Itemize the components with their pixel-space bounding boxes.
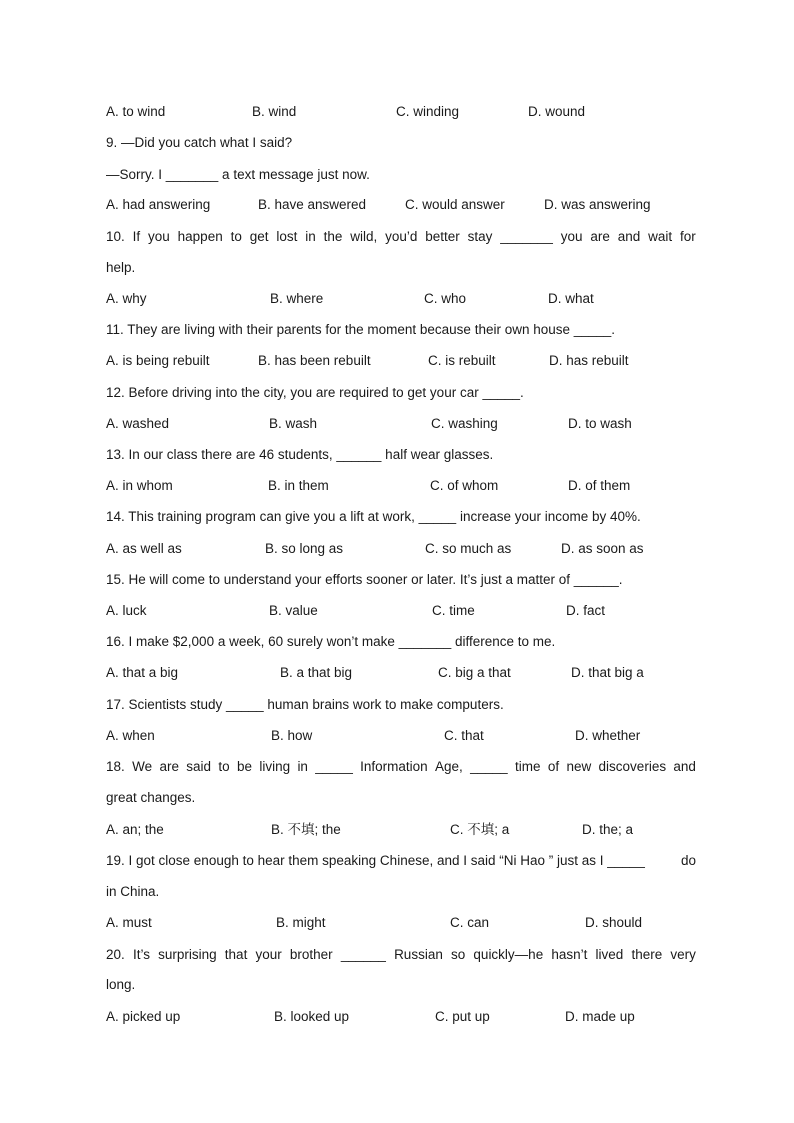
q12-option-b: B. wash	[269, 416, 318, 431]
q18-stem	[106, 758, 696, 776]
q19-option-a: A. must	[106, 915, 152, 930]
q10-word: and	[617, 229, 641, 244]
q11-option-d: D. has rebuilt	[549, 353, 629, 368]
q8-options	[106, 103, 696, 121]
q18-word: of	[547, 759, 560, 774]
q10-word: 10.	[106, 229, 125, 244]
q15-options	[106, 602, 696, 620]
q10-word: in	[305, 229, 316, 244]
q18-blank: _____	[315, 759, 353, 774]
q10-word: wait	[648, 229, 673, 244]
q9-option-c: C. would answer	[405, 197, 505, 212]
q18-word: new	[566, 759, 592, 774]
q8-option-b: B. wind	[252, 104, 297, 119]
q18-blank: _____	[470, 759, 508, 774]
q10-options	[106, 290, 696, 308]
q9-option-a: A. had answering	[106, 197, 211, 212]
q20-stem-cont: long.	[106, 977, 136, 992]
q20-blank: ______	[340, 947, 386, 962]
q12-option-a: A. washed	[106, 416, 170, 431]
q19-option-b: B. might	[276, 915, 326, 930]
q12-stem: 12. Before driving into the city, you are required to get your car _____.	[106, 385, 524, 400]
q19-option-d: D. should	[585, 915, 643, 930]
q20-option-b: B. looked up	[274, 1009, 350, 1024]
q11-option-c: C. is rebuilt	[428, 353, 496, 368]
q10-word: happen	[177, 229, 223, 244]
q10-word: you	[560, 229, 583, 244]
q16-options	[106, 664, 696, 682]
q16-stem: 16. I make $2,000 a week, 60 surely won’t make _______ difference to me.	[106, 634, 556, 649]
q20-options	[106, 1008, 696, 1026]
q15-option-b: B. value	[269, 603, 318, 618]
q17-option-a: A. when	[106, 728, 155, 743]
q10-word: for	[679, 229, 696, 244]
q20-word: so	[451, 947, 466, 962]
q20-option-a: A. picked up	[106, 1009, 181, 1024]
q10-word: you	[148, 229, 170, 244]
q10-option-c: C. who	[424, 291, 467, 306]
q18-word: Age,	[435, 759, 463, 774]
q9-stem-a: 9. —Did you catch what I said?	[106, 135, 293, 150]
q20-word: lived	[595, 947, 624, 962]
q15-option-a: A. luck	[106, 603, 147, 618]
q13-option-b: B. in them	[268, 478, 329, 493]
q10-word: are	[590, 229, 610, 244]
q13-option-c: C. of whom	[430, 478, 499, 493]
q14-option-d: D. as soon as	[561, 541, 644, 556]
q10-word: get	[249, 229, 269, 244]
q19-option-c: C. can	[450, 915, 490, 930]
q11-options	[106, 352, 696, 370]
q10-stem-cont: help.	[106, 260, 136, 275]
q20-word: hasn’t	[551, 947, 588, 962]
q20-stem	[106, 946, 696, 964]
q15-option-d: D. fact	[566, 603, 606, 618]
q18-options	[106, 821, 696, 839]
q14-option-b: B. so long as	[265, 541, 344, 556]
q12-option-c: C. washing	[431, 416, 498, 431]
q8-option-c: C. winding	[396, 104, 460, 119]
q20-word: very	[670, 947, 696, 962]
q20-word: there	[631, 947, 663, 962]
q18-stem-cont: great changes.	[106, 790, 196, 805]
q10-option-a: A. why	[106, 291, 147, 306]
q10-word: wild,	[350, 229, 378, 244]
q18-word: discoveries	[598, 759, 667, 774]
q17-option-b: B. how	[271, 728, 313, 743]
q12-options	[106, 415, 696, 433]
q18-word: and	[673, 759, 696, 774]
q17-options	[106, 727, 696, 745]
q20-word: It’s	[132, 947, 150, 962]
q20-word: your	[255, 947, 282, 962]
q16-option-c: C. big a that	[438, 665, 511, 680]
q18-word: 18.	[106, 759, 125, 774]
q19-options	[106, 914, 696, 932]
q17-option-c: C. that	[444, 728, 484, 743]
q18-word: living	[259, 759, 291, 774]
q10-word: stay	[467, 229, 493, 244]
q18-word: We	[132, 759, 153, 774]
q18-option-b: B. 不填; the	[271, 822, 341, 837]
q11-option-b: B. has been rebuilt	[258, 353, 371, 368]
q15-stem: 15. He will come to understand your efforts sooner or later. It’s just a matter of ______.	[106, 572, 623, 587]
q14-option-c: C. so much as	[425, 541, 512, 556]
q10-option-b: B. where	[270, 291, 324, 306]
q14-option-a: A. as well as	[106, 541, 182, 556]
q18-word: in	[297, 759, 308, 774]
q9-option-d: D. was answering	[544, 197, 651, 212]
q8-option-d: D. wound	[528, 104, 586, 119]
q19-stem-cont: in China.	[106, 884, 160, 899]
q10-word: you’d	[385, 229, 418, 244]
q10-word: to	[230, 229, 242, 244]
q13-options	[106, 477, 696, 495]
q18-word: time	[515, 759, 541, 774]
q18-word: be	[236, 759, 253, 774]
q18-word: Information	[360, 759, 428, 774]
q10-word: lost	[276, 229, 298, 244]
q9-options	[106, 196, 696, 214]
q11-stem: 11. They are living with their parents for the moment because their own house _____.	[106, 322, 616, 337]
q8-option-a: A. to wind	[106, 104, 166, 119]
q20-word: surprising	[158, 947, 217, 962]
q9-stem-b: —Sorry. I _______ a text message just now.	[106, 167, 370, 182]
q20-option-c: C. put up	[435, 1009, 490, 1024]
q10-word: better	[425, 229, 460, 244]
q19-stem	[106, 852, 696, 870]
q16-option-b: B. a that big	[280, 665, 353, 680]
q10-option-d: D. what	[548, 291, 594, 306]
q19-stem-main: 19. I got close enough to hear them speaking Chinese, and I said “Ni Hao ” just as I _____	[106, 853, 645, 868]
q10-word: the	[323, 229, 343, 244]
q17-option-d: D. whether	[575, 728, 641, 743]
q20-word: brother	[289, 947, 333, 962]
q14-stem: 14. This training program can give you a lift at work, _____ increase your income by 40%.	[106, 509, 641, 524]
q12-option-d: D. to wash	[568, 416, 632, 431]
q10-stem	[106, 228, 696, 246]
q10-blank: _______	[500, 229, 553, 244]
q18-word: to	[218, 759, 230, 774]
q20-option-d: D. made up	[565, 1009, 635, 1024]
q10-word: If	[132, 229, 141, 244]
q13-stem: 13. In our class there are 46 students, ______ half wear glasses.	[106, 447, 494, 462]
q11-option-a: A. is being rebuilt	[106, 353, 210, 368]
q20-word: 20.	[106, 947, 125, 962]
q16-option-d: D. that big a	[571, 665, 644, 680]
q18-option-d: D. the; a	[582, 822, 634, 837]
q13-option-d: D. of them	[568, 478, 631, 493]
q16-option-a: A. that a big	[106, 665, 179, 680]
q18-option-a: A. an; the	[106, 822, 164, 837]
q20-word: quickly—he	[473, 947, 544, 962]
q18-option-c: C. 不填; a	[450, 822, 510, 837]
q20-word: Russian	[394, 947, 443, 962]
q18-word: said	[186, 759, 212, 774]
q9-option-b: B. have answered	[258, 197, 367, 212]
q15-option-c: C. time	[432, 603, 475, 618]
q13-option-a: A. in whom	[106, 478, 173, 493]
q17-stem: 17. Scientists study _____ human brains work to make computers.	[106, 697, 504, 712]
q14-options	[106, 540, 696, 558]
q19-stem-end: do	[680, 853, 696, 868]
q20-word: that	[224, 947, 248, 962]
q18-word: are	[159, 759, 179, 774]
